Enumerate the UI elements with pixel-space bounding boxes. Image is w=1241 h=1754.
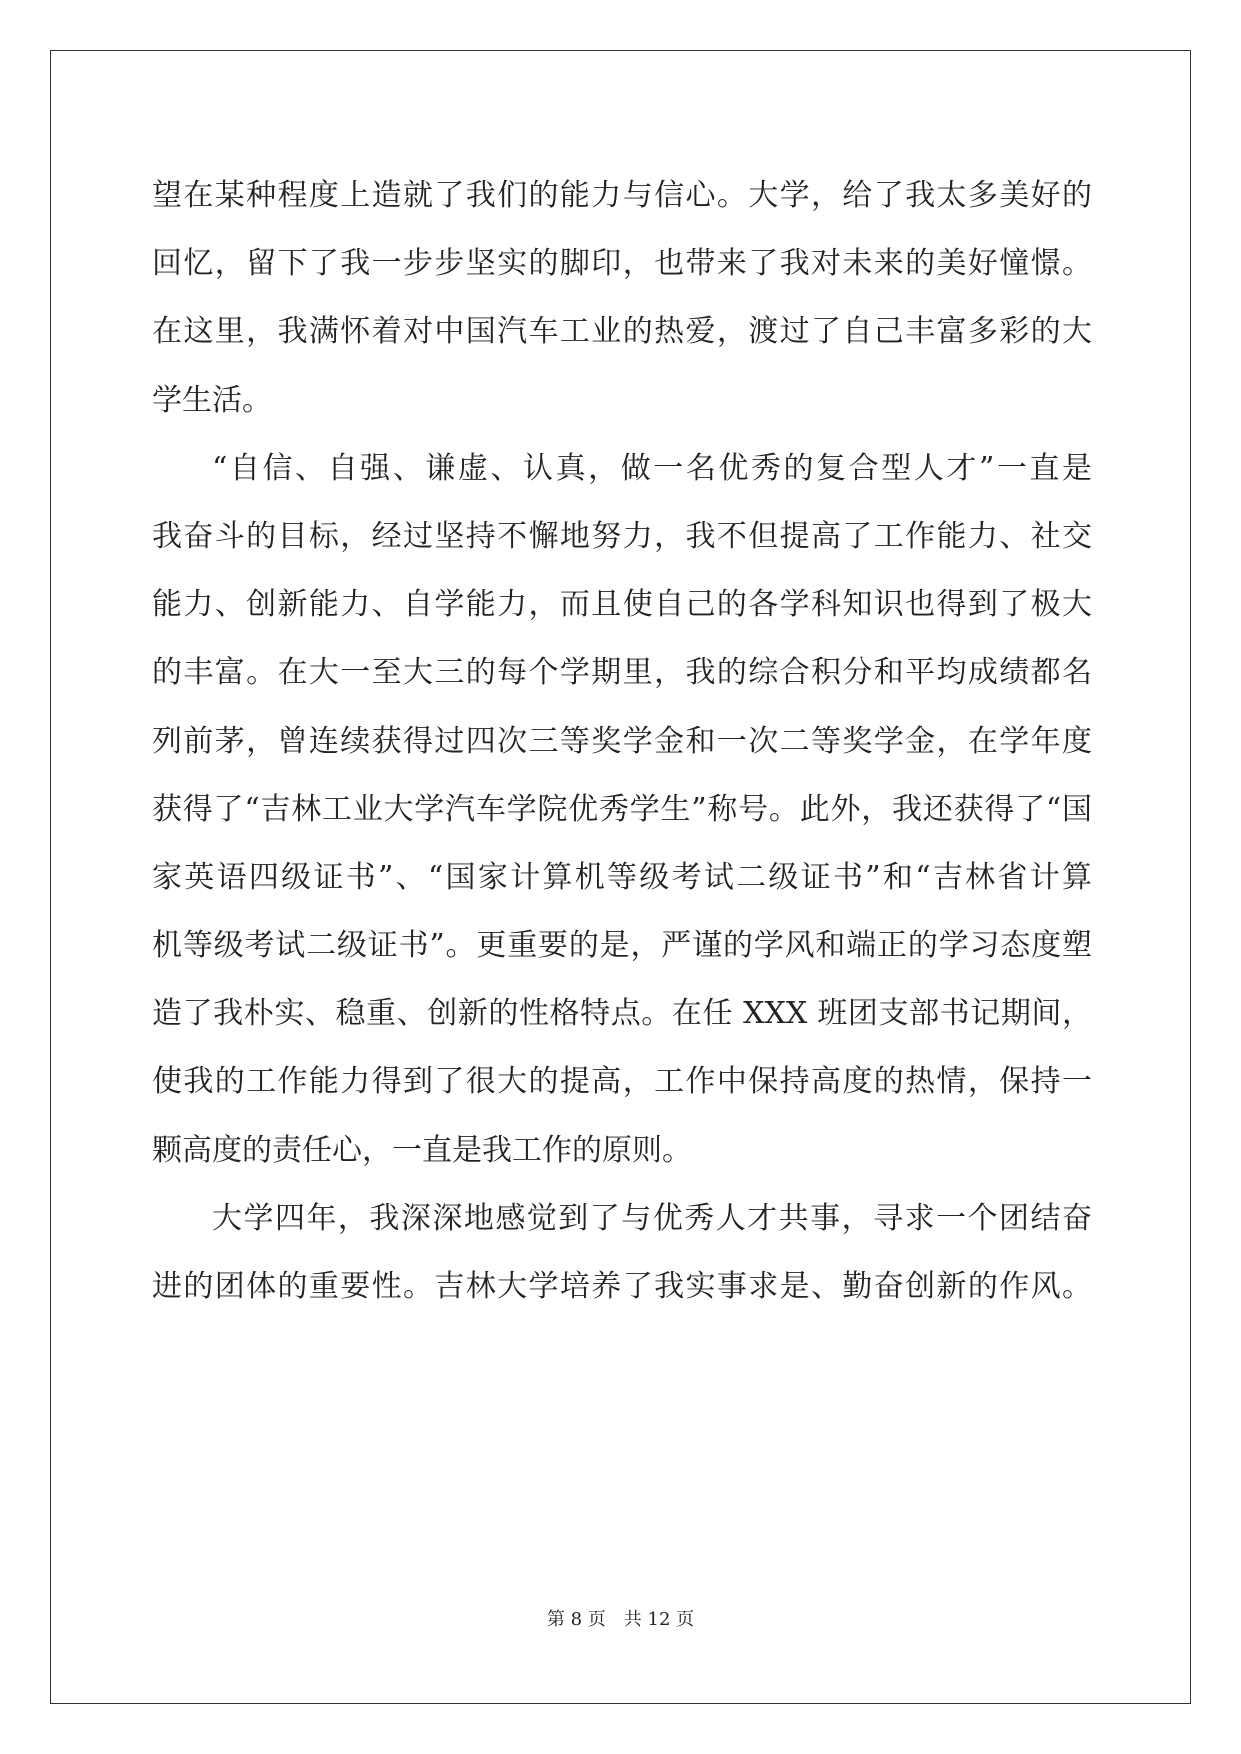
page-number-footer: 第 8 页 共 12 页 <box>546 1609 695 1630</box>
text-line: 颗高度的责任心，一直是我工作的原则。 <box>152 1132 692 1168</box>
text-line: 机等级考试二级证书”。更重要的是，严谨的学风和端正的学习态度塑 <box>152 928 1092 964</box>
text-line: 回忆，留下了我一步步坚实的脚印，也带来了我对未来的美好憧憬。 <box>152 246 1092 282</box>
document-body <box>152 162 1092 1321</box>
text-line: 学生活。 <box>152 382 272 418</box>
text-line: 进的团体的重要性。吉林大学培养了我实事求是、勤奋创新的作风。 <box>152 1269 1092 1304</box>
text-line: 的丰富。在大一至大三的每个学期里，我的综合积分和平均成绩都名 <box>152 655 1092 691</box>
text-line: 大学四年，我深深地感觉到了与优秀人才共事，寻求一个团结奋 <box>212 1200 1092 1236</box>
text-line: 获得了“吉林工业大学汽车学院优秀学生”称号。此外，我还获得了“国 <box>152 791 1092 827</box>
text-line: 望在某种程度上造就了我们的能力与信心。大学，给了我太多美好的 <box>152 178 1092 213</box>
text-line: 使我的工作能力得到了很大的提高，工作中保持高度的热情，保持一 <box>152 1064 1092 1100</box>
text-line: “自信、自强、谦虚、认真，做一名优秀的复合型人才”一直是 <box>212 450 1092 486</box>
text-line: 列前茅，曾连续获得过四次三等奖学金和一次二等奖学金，在学年度 <box>152 723 1092 759</box>
text-line: 我奋斗的目标，经过坚持不懈地努力，我不但提高了工作能力、社交 <box>152 518 1092 554</box>
text-line: 能力、创新能力、自学能力，而且使自己的各学科知识也得到了极大 <box>152 587 1092 623</box>
text-line: 造了我朴实、稳重、创新的性格特点。在任 XXX 班团支部书记期间， <box>152 996 1092 1032</box>
text-line: 在这里，我满怀着对中国汽车工业的热爱，渡过了自己丰富多彩的大 <box>152 314 1092 350</box>
text-line: 家英语四级证书”、“国家计算机等级考试二级证书”和“吉林省计算 <box>152 859 1092 895</box>
